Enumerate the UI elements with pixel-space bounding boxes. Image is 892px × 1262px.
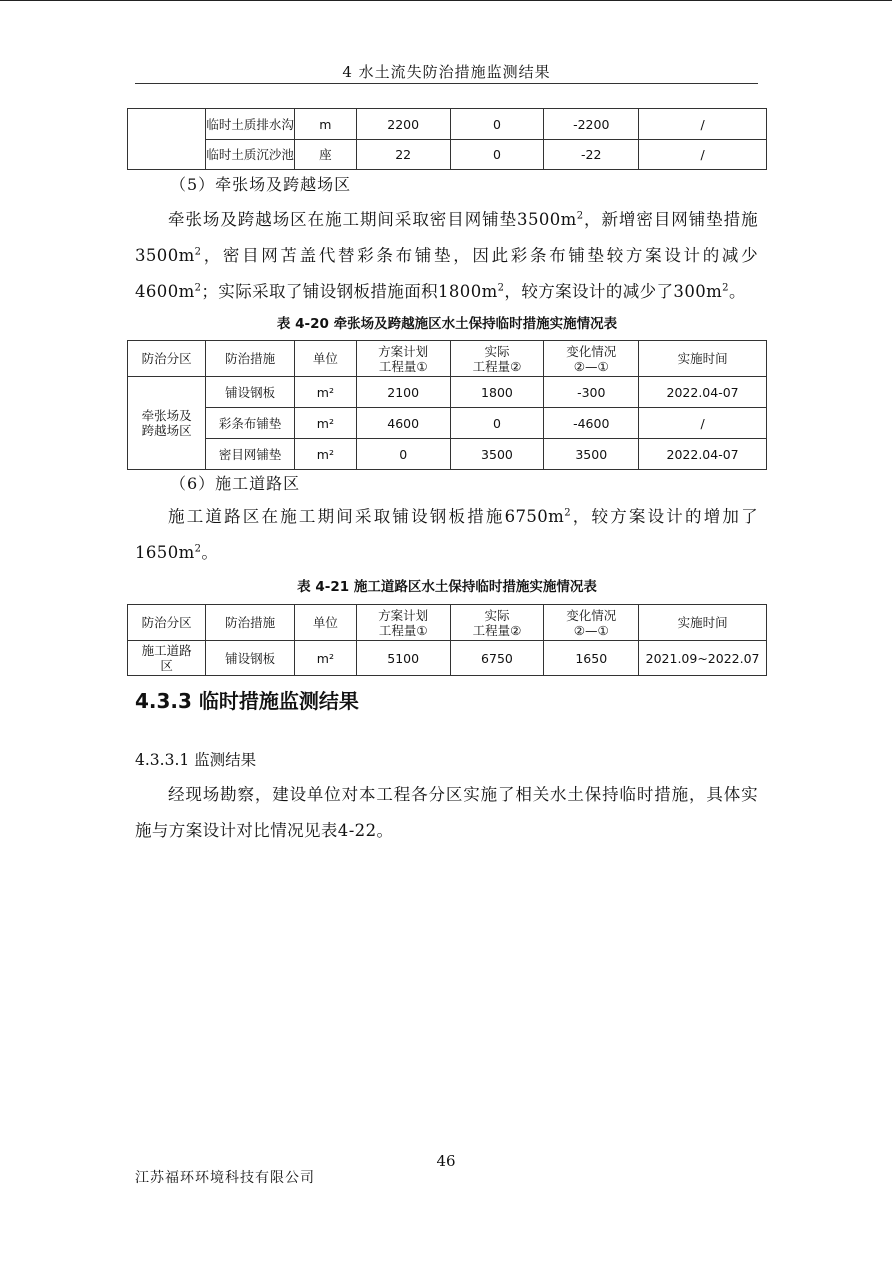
table-cell: 1800 xyxy=(450,377,544,408)
table-cell: m² xyxy=(294,377,356,408)
table-row xyxy=(128,408,767,439)
header-cell: 防治分区 xyxy=(128,341,206,377)
table-cell: / xyxy=(639,408,767,439)
table-cell: 3500 xyxy=(450,439,544,470)
table-cell: 密目网铺垫 xyxy=(206,439,295,470)
header-cell: 单位 xyxy=(294,341,356,377)
running-header: 4 水土流失防治措施监测结果 xyxy=(342,63,551,81)
zone-cell: 牵张场及 跨越场区 xyxy=(128,377,206,470)
table-4-21-caption: 表 4-21 施工道路区水土保持临时措施实施情况表 xyxy=(297,579,597,595)
table-cell: m xyxy=(294,109,356,140)
table-cell: -2200 xyxy=(544,109,639,140)
section-heading: 4.3.3 临时措施监测结果 xyxy=(135,689,359,713)
table-cell: 0 xyxy=(450,140,544,170)
table-cell: -4600 xyxy=(544,408,639,439)
subsection-heading: 4.3.3.1 监测结果 xyxy=(135,751,257,769)
table-4-20 xyxy=(127,340,767,470)
header-cell: 单位 xyxy=(294,605,356,641)
table-cell: m² xyxy=(294,439,356,470)
page-number: 46 xyxy=(436,1152,456,1170)
page-top-border xyxy=(0,0,892,1)
header-rule xyxy=(135,83,758,84)
table-4-20-caption: 表 4-20 牵张场及跨越施区水土保持临时措施实施情况表 xyxy=(276,316,618,332)
table-cell: / xyxy=(639,109,767,140)
table-header-row xyxy=(128,341,767,377)
zone-cell xyxy=(128,109,206,170)
header-cell: 实际 工程量② xyxy=(450,605,544,641)
section-6-paragraph: 施工道路区在施工期间采取铺设钢板措施$6750m^2$，较方案设计的增加了$1650m^2$。 xyxy=(135,507,758,562)
table-cell: 0 xyxy=(450,109,544,140)
header-cell: 实施时间 xyxy=(639,605,767,641)
header-cell: 变化情况 ②—① xyxy=(544,605,639,641)
table-cell: 临时土质沉沙池 xyxy=(206,140,295,170)
table-cell: 彩条布铺垫 xyxy=(206,408,295,439)
table-cell: 3500 xyxy=(544,439,639,470)
table-cell: 铺设钢板 xyxy=(206,377,295,408)
table-cell: -22 xyxy=(544,140,639,170)
table-row xyxy=(128,140,767,170)
table-cell: 2022.04-07 xyxy=(639,377,767,408)
header-cell: 防治措施 xyxy=(206,341,295,377)
section-5-title: （5）牵张场及跨越场区 xyxy=(170,175,352,194)
section-6-title: （6）施工道路区 xyxy=(170,474,301,493)
table-row xyxy=(128,439,767,470)
table-cell: 0 xyxy=(356,439,450,470)
header-cell: 防治分区 xyxy=(128,605,206,641)
table-cell: 0 xyxy=(450,408,544,439)
table-cell: 2022.04-07 xyxy=(639,439,767,470)
continued-table xyxy=(127,108,767,170)
table-cell: 2200 xyxy=(356,109,450,140)
table-cell: 铺设钢板 xyxy=(206,641,295,676)
header-cell: 实际 工程量② xyxy=(450,341,544,377)
table-row xyxy=(128,377,767,408)
table-cell: 临时土质排水沟 xyxy=(206,109,295,140)
table-cell: 22 xyxy=(356,140,450,170)
footer-company: 江苏福环环境科技有限公司 xyxy=(135,1170,315,1186)
table-row xyxy=(128,641,767,676)
table-cell: m² xyxy=(294,408,356,439)
table-row xyxy=(128,109,767,140)
header-cell: 方案计划 工程量① xyxy=(356,341,450,377)
table-cell: 2021.09~2022.07 xyxy=(639,641,767,676)
table-cell: m² xyxy=(294,641,356,676)
table-cell: 4600 xyxy=(356,408,450,439)
zone-cell: 施工道路 区 xyxy=(128,641,206,676)
header-cell: 方案计划 工程量① xyxy=(356,605,450,641)
section-433-paragraph: 经现场勘察，建设单位对本工程各分区实施了相关水土保持临时措施，具体实施与方案设计对比情况见表4-22。 xyxy=(135,785,758,840)
table-header-row xyxy=(128,605,767,641)
table-cell: 2100 xyxy=(356,377,450,408)
table-cell: 座 xyxy=(294,140,356,170)
table-4-21 xyxy=(127,604,767,676)
header-cell: 变化情况 ②—① xyxy=(544,341,639,377)
table-cell: -300 xyxy=(544,377,639,408)
section-5-paragraph: 牵张场及跨越场区在施工期间采取密目网铺垫$3500m^2$，新增密目网铺垫措施$3500m^2$，密目网苫盖代替彩条布铺垫，因此彩条布铺垫较方案设计的减少$4600m^2$；实际采取了铺设钢板措施面积$1800m^2$，较方案设计的减少了$300m^2$。 xyxy=(135,210,759,301)
header-cell: 防治措施 xyxy=(206,605,295,641)
table-cell: 1650 xyxy=(544,641,639,676)
table-cell: 5100 xyxy=(356,641,450,676)
table-cell: / xyxy=(639,140,767,170)
table-cell: 6750 xyxy=(450,641,544,676)
header-cell: 实施时间 xyxy=(639,341,767,377)
